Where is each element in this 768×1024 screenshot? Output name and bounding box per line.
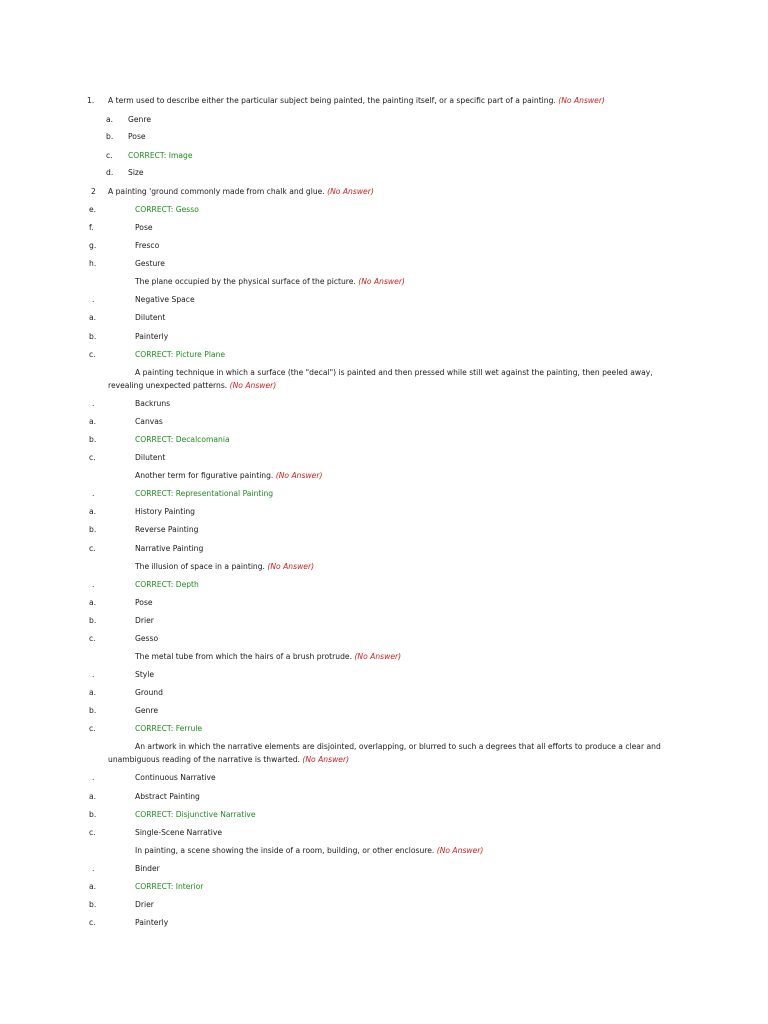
no-answer-label: (No Answer) bbox=[436, 846, 484, 855]
no-answer-label: (No Answer) bbox=[302, 754, 350, 764]
option-5b bbox=[0, 524, 768, 536]
option-text: Size bbox=[128, 168, 144, 177]
option-marker: . bbox=[92, 399, 95, 408]
correct-answer: CORRECT: Decalcomania bbox=[135, 435, 230, 444]
option-text: Reverse Painting bbox=[135, 525, 199, 534]
option-text: Binder bbox=[135, 864, 160, 873]
question-text: Another term for figurative painting. (No Answer) bbox=[135, 471, 323, 480]
option-text: Negative Space bbox=[135, 295, 195, 304]
option-3c bbox=[0, 349, 768, 361]
option-text: History Painting bbox=[135, 507, 195, 516]
question-text: The plane occupied by the physical surface of the picture. (No Answer) bbox=[135, 277, 405, 286]
option-7b bbox=[0, 705, 768, 717]
option-marker: . bbox=[92, 864, 95, 873]
question-5 bbox=[0, 470, 768, 482]
option-marker: b. bbox=[106, 132, 114, 141]
question-number: 1. bbox=[87, 96, 95, 105]
question-8 bbox=[108, 741, 668, 766]
option-9-dot bbox=[0, 863, 768, 875]
option-text: Abstract Painting bbox=[135, 792, 200, 801]
option-6a bbox=[0, 597, 768, 609]
question-2 bbox=[0, 186, 768, 198]
question-text: The metal tube from which the hairs of a brush protrude. (No Answer) bbox=[135, 652, 402, 661]
option-7c bbox=[0, 723, 768, 735]
option-text: Pose bbox=[135, 598, 153, 607]
option-marker: b. bbox=[89, 706, 97, 715]
option-marker: d. bbox=[106, 168, 114, 177]
question-9 bbox=[0, 845, 768, 857]
option-text: Genre bbox=[135, 706, 158, 715]
no-answer-label: (No Answer) bbox=[327, 187, 374, 196]
correct-answer: CORRECT: Image bbox=[128, 151, 193, 160]
option-marker: b. bbox=[89, 332, 97, 341]
option-text: Continuous Narrative bbox=[135, 773, 216, 782]
question-text: A term used to describe either the particular subject being painted, the painting itself, or a specific part of a painting. (No Answer) bbox=[108, 96, 605, 105]
option-marker: a. bbox=[106, 115, 114, 124]
option-5a bbox=[0, 506, 768, 518]
option-marker: c. bbox=[89, 350, 96, 359]
option-marker: e. bbox=[89, 205, 97, 214]
option-text: Drier bbox=[135, 616, 154, 625]
option-marker: b. bbox=[89, 525, 97, 534]
question-4 bbox=[108, 367, 668, 392]
option-marker: . bbox=[92, 295, 95, 304]
option-marker: c. bbox=[89, 918, 96, 927]
question-text: The illusion of space in a painting. (No Answer) bbox=[135, 562, 315, 571]
option-marker: c. bbox=[106, 151, 113, 160]
option-text: Genre bbox=[128, 115, 151, 124]
option-marker: f. bbox=[89, 223, 94, 232]
correct-answer: CORRECT: Disjunctive Narrative bbox=[135, 810, 256, 819]
option-text: Dilutent bbox=[135, 453, 166, 462]
correct-answer: CORRECT: Ferrule bbox=[135, 724, 203, 733]
question-3 bbox=[0, 276, 768, 288]
option-marker: a. bbox=[89, 417, 97, 426]
option-marker: c. bbox=[89, 724, 96, 733]
option-8-dot bbox=[0, 772, 768, 784]
option-marker: . bbox=[92, 580, 95, 589]
option-text: Narrative Painting bbox=[135, 544, 204, 553]
option-marker: c. bbox=[89, 828, 96, 837]
option-marker: b. bbox=[89, 810, 97, 819]
correct-answer: CORRECT: Picture Plane bbox=[135, 350, 226, 359]
option-text: Backruns bbox=[135, 399, 171, 408]
option-marker: b. bbox=[89, 900, 97, 909]
option-4b bbox=[0, 434, 768, 446]
question-text: A painting technique in which a surface (the "decal") is painted and then pressed while still wet against the painting, then peeled away, revealing unexpected patterns. bbox=[108, 368, 653, 390]
option-6c bbox=[0, 633, 768, 645]
option-3-dot bbox=[0, 294, 768, 306]
option-1c bbox=[0, 150, 768, 162]
option-3b bbox=[0, 331, 768, 343]
option-text: Dilutent bbox=[135, 313, 166, 322]
correct-answer: CORRECT: Interior bbox=[135, 882, 204, 891]
no-answer-label: (No Answer) bbox=[558, 96, 605, 105]
option-marker: a. bbox=[89, 688, 97, 697]
question-7 bbox=[0, 651, 768, 663]
option-text: Ground bbox=[135, 688, 163, 697]
option-6-dot bbox=[0, 579, 768, 591]
no-answer-label: (No Answer) bbox=[275, 471, 323, 480]
question-6 bbox=[0, 561, 768, 573]
option-text: Style bbox=[135, 670, 155, 679]
option-7a bbox=[0, 687, 768, 699]
question-text: A painting 'ground commonly made from chalk and glue. (No Answer) bbox=[108, 187, 374, 196]
option-text: Gesso bbox=[135, 634, 159, 643]
option-marker: . bbox=[92, 670, 95, 679]
option-1a bbox=[0, 114, 768, 126]
option-2f bbox=[0, 222, 768, 234]
option-text: Painterly bbox=[135, 918, 169, 927]
option-8a bbox=[0, 791, 768, 803]
option-marker: g. bbox=[89, 241, 97, 250]
option-4c bbox=[0, 452, 768, 464]
option-marker: c. bbox=[89, 544, 96, 553]
option-text: Gesture bbox=[135, 259, 165, 268]
option-6b bbox=[0, 615, 768, 627]
question-text: An artwork in which the narrative elements are disjointed, overlapping, or blurred to such a degrees that all efforts to produce a clear and unambiguous reading of the narrative is thwarted. bbox=[108, 742, 661, 764]
correct-answer: CORRECT: Gesso bbox=[135, 205, 199, 214]
correct-answer: CORRECT: Depth bbox=[135, 580, 199, 589]
option-4-dot bbox=[0, 398, 768, 410]
option-marker: . bbox=[92, 773, 95, 782]
option-1d bbox=[0, 167, 768, 179]
option-marker: c. bbox=[89, 634, 96, 643]
option-marker: . bbox=[92, 489, 95, 498]
option-5c bbox=[0, 543, 768, 555]
option-text: Pose bbox=[135, 223, 153, 232]
option-marker: b. bbox=[89, 435, 97, 444]
option-text: Single-Scene Narrative bbox=[135, 828, 223, 837]
option-text: Painterly bbox=[135, 332, 169, 341]
option-marker: a. bbox=[89, 882, 97, 891]
option-marker: h. bbox=[89, 259, 97, 268]
no-answer-label: (No Answer) bbox=[229, 380, 277, 390]
option-2h bbox=[0, 258, 768, 270]
option-9b bbox=[0, 899, 768, 911]
option-marker: a. bbox=[89, 598, 97, 607]
option-2e bbox=[0, 204, 768, 216]
no-answer-label: (No Answer) bbox=[354, 652, 402, 661]
option-text: Drier bbox=[135, 900, 154, 909]
option-1b bbox=[0, 131, 768, 143]
no-answer-label: (No Answer) bbox=[267, 562, 315, 571]
option-marker: a. bbox=[89, 507, 97, 516]
option-marker: c. bbox=[89, 453, 96, 462]
option-3a bbox=[0, 312, 768, 324]
option-9a bbox=[0, 881, 768, 893]
question-text: In painting, a scene showing the inside of a room, building, or other enclosure. (No Answer) bbox=[135, 846, 484, 855]
no-answer-label: (No Answer) bbox=[358, 277, 405, 286]
question-1 bbox=[0, 95, 768, 107]
option-8c bbox=[0, 827, 768, 839]
option-marker: a. bbox=[89, 792, 97, 801]
option-9c bbox=[0, 917, 768, 929]
question-number: 2 bbox=[91, 187, 96, 196]
option-text: Pose bbox=[128, 132, 146, 141]
option-7-dot bbox=[0, 669, 768, 681]
option-8b bbox=[0, 809, 768, 821]
option-4a bbox=[0, 416, 768, 428]
option-5-dot bbox=[0, 488, 768, 500]
option-2g bbox=[0, 240, 768, 252]
option-marker: b. bbox=[89, 616, 97, 625]
option-text: Canvas bbox=[135, 417, 163, 426]
option-text: Fresco bbox=[135, 241, 160, 250]
correct-answer: CORRECT: Representational Painting bbox=[135, 489, 274, 498]
option-marker: a. bbox=[89, 313, 97, 322]
